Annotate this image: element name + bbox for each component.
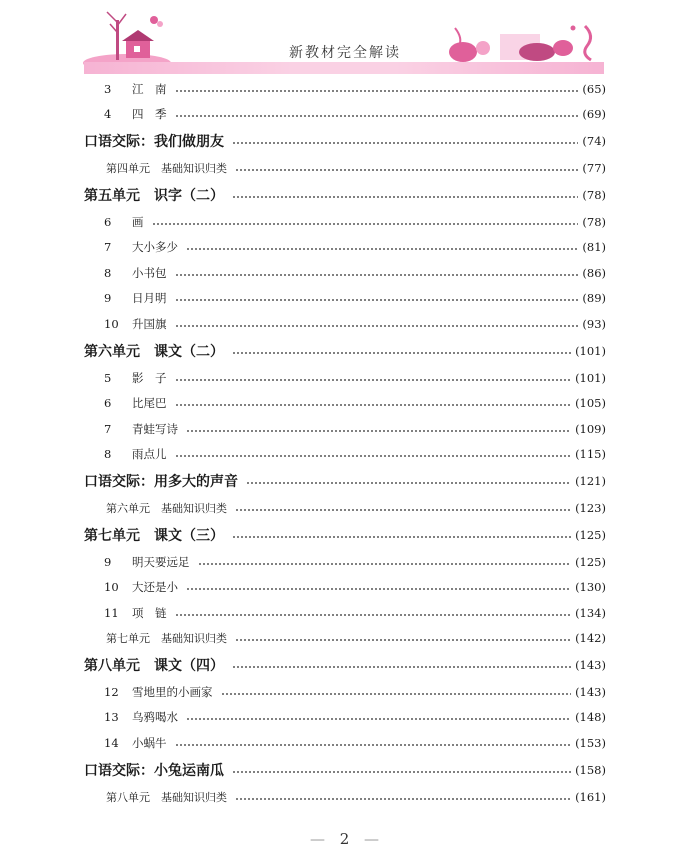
toc-sub-row[interactable] [84, 626, 606, 652]
toc-page-number: (143) [575, 658, 606, 673]
dot-leader [175, 299, 579, 301]
dot-leader [152, 223, 579, 225]
toc-page-number: (158) [575, 762, 606, 777]
dot-leader [175, 115, 579, 117]
toc-lesson-number: 6 [104, 214, 112, 229]
toc-unit-row[interactable] [84, 521, 606, 549]
dot-leader [175, 744, 572, 746]
toc-lesson-number: 14 [104, 736, 119, 751]
toc-page-number: (101) [575, 343, 606, 358]
dot-leader [232, 536, 571, 538]
toc-entry-title: 明天要远足 [132, 554, 190, 569]
toc-page-number: (123) [575, 500, 606, 515]
toc-page-number: (81) [582, 240, 606, 255]
toc-page-number: (93) [582, 316, 606, 331]
toc-entry-title: 大小多少 [132, 240, 178, 255]
dot-leader [235, 639, 571, 641]
toc-entry-title: 口语交际：用多大的声音 [84, 474, 238, 491]
toc-entry-title: 第六单元 课文（二） [84, 343, 224, 360]
toc-page-number: (74) [582, 134, 606, 149]
table-of-contents [84, 76, 606, 809]
dot-leader [175, 379, 572, 381]
toc-lesson-row[interactable] [84, 76, 606, 102]
toc-lesson-number: 7 [104, 240, 112, 255]
dot-leader [235, 798, 571, 800]
toc-lesson-row[interactable] [84, 730, 606, 756]
toc-lesson-row[interactable] [84, 209, 606, 235]
dot-leader [186, 248, 578, 250]
toc-lesson-row[interactable] [84, 442, 606, 468]
page-number: 2 [339, 830, 350, 848]
toc-page-number: (101) [575, 370, 606, 385]
toc-entry-title: 乌鸦喝水 [132, 710, 178, 725]
toc-entry-title: 第五单元 识字（二） [84, 187, 224, 204]
toc-page-number: (89) [582, 291, 606, 306]
dot-leader [235, 509, 571, 511]
toc-page-number: (65) [582, 81, 606, 96]
toc-entry-title: 雪地里的小画家 [132, 684, 213, 699]
toc-entry-title: 口语交际：小兔运南瓜 [84, 762, 224, 779]
dot-leader [232, 666, 571, 668]
toc-page-number: (86) [582, 265, 606, 280]
toc-entry-title: 小书包 [132, 265, 167, 280]
dot-leader [186, 588, 571, 590]
toc-page-number: (148) [575, 710, 606, 725]
toc-lesson-row[interactable] [84, 102, 606, 128]
toc-lesson-number: 10 [104, 580, 119, 595]
toc-entry-title: 第六单元 基础知识归类 [106, 501, 227, 515]
toc-page-number: (142) [575, 631, 606, 646]
toc-lesson-row[interactable] [84, 260, 606, 286]
toc-entry-title: 四 季 [132, 107, 167, 122]
toc-lesson-row[interactable] [84, 311, 606, 337]
toc-unit-row[interactable] [84, 756, 606, 784]
footer-dash-right: — [364, 830, 380, 848]
dot-leader [186, 718, 571, 720]
dot-leader [175, 614, 572, 616]
toc-lesson-number: 3 [104, 81, 112, 96]
toc-page-number: (109) [575, 421, 606, 436]
toc-page-number: (77) [582, 160, 606, 175]
toc-lesson-number: 4 [104, 107, 112, 122]
toc-entry-title: 第八单元 课文（四） [84, 658, 224, 675]
dot-leader [175, 455, 572, 457]
toc-lesson-number: 6 [104, 396, 112, 411]
toc-sub-row[interactable] [84, 155, 606, 181]
dot-leader [232, 771, 571, 773]
page-header [0, 0, 689, 80]
toc-entry-title: 影 子 [132, 370, 167, 385]
toc-page-number: (153) [575, 736, 606, 751]
header-title: 新教材完全解读 [289, 45, 401, 61]
toc-unit-row[interactable] [84, 127, 606, 155]
dot-leader [175, 274, 579, 276]
footer-dash-left: — [309, 830, 325, 848]
dot-leader [232, 142, 578, 144]
dot-leader [221, 693, 572, 695]
toc-entry-title: 小蜗牛 [132, 736, 167, 751]
toc-unit-row[interactable] [84, 467, 606, 495]
toc-lesson-number: 10 [104, 316, 119, 331]
toc-unit-row[interactable] [84, 651, 606, 679]
toc-page-number: (125) [575, 554, 606, 569]
toc-lesson-row[interactable] [84, 416, 606, 442]
toc-lesson-number: 9 [104, 291, 112, 306]
toc-entry-title: 口语交际：我们做朋友 [84, 134, 224, 151]
toc-lesson-number: 7 [104, 421, 112, 436]
toc-page-number: (121) [575, 474, 606, 489]
toc-entry-title: 比尾巴 [132, 396, 167, 411]
toc-entry-title: 第四单元 基础知识归类 [106, 161, 227, 175]
toc-lesson-number: 5 [104, 370, 112, 385]
toc-entry-title: 日月明 [132, 291, 167, 306]
toc-entry-title: 雨点儿 [132, 447, 167, 462]
toc-page-number: (143) [575, 684, 606, 699]
toc-page-number: (69) [582, 107, 606, 122]
toc-lesson-row[interactable] [84, 600, 606, 626]
toc-entry-title: 画 [132, 214, 144, 229]
toc-entry-title: 第七单元 课文（三） [84, 527, 224, 544]
dot-leader [175, 325, 579, 327]
toc-entry-title: 第七单元 基础知识归类 [106, 632, 227, 646]
dot-leader [235, 169, 578, 171]
flowers-decoration-icon [445, 18, 605, 68]
page-footer [0, 830, 689, 848]
toc-lesson-row[interactable] [84, 679, 606, 705]
toc-entry-title: 青蛙写诗 [132, 421, 178, 436]
toc-lesson-row[interactable] [84, 705, 606, 731]
toc-page-number: (125) [575, 527, 606, 542]
toc-page-number: (134) [575, 605, 606, 620]
house-tree-decoration-icon [82, 8, 172, 70]
dot-leader [232, 352, 571, 354]
toc-entry-title: 升国旗 [132, 316, 167, 331]
toc-lesson-row[interactable] [84, 574, 606, 600]
toc-page-number: (78) [582, 214, 606, 229]
toc-lesson-number: 11 [104, 605, 119, 620]
toc-page-number: (130) [575, 580, 606, 595]
toc-lesson-number: 12 [104, 684, 119, 699]
toc-entry-title: 江 南 [132, 81, 167, 96]
dot-leader [175, 90, 579, 92]
dot-leader [175, 404, 572, 406]
toc-page-number: (78) [582, 187, 606, 202]
toc-lesson-row[interactable] [84, 549, 606, 575]
dot-leader [186, 430, 571, 432]
toc-lesson-number: 9 [104, 554, 112, 569]
toc-page-number: (115) [575, 447, 606, 462]
toc-page-number: (161) [575, 789, 606, 804]
toc-unit-row[interactable] [84, 181, 606, 209]
toc-lesson-row[interactable] [84, 365, 606, 391]
toc-page-number: (105) [575, 396, 606, 411]
dot-leader [198, 563, 572, 565]
toc-lesson-row[interactable] [84, 286, 606, 312]
toc-sub-row[interactable] [84, 784, 606, 810]
toc-entry-title: 项 链 [132, 605, 167, 620]
toc-lesson-number: 8 [104, 265, 112, 280]
toc-lesson-row[interactable] [84, 390, 606, 416]
toc-sub-row[interactable] [84, 495, 606, 521]
toc-unit-row[interactable] [84, 337, 606, 365]
toc-lesson-number: 13 [104, 710, 119, 725]
toc-entry-title: 第八单元 基础知识归类 [106, 790, 227, 804]
toc-lesson-row[interactable] [84, 234, 606, 260]
toc-entry-title: 大还是小 [132, 580, 178, 595]
dot-leader [232, 196, 578, 198]
toc-lesson-number: 8 [104, 447, 112, 462]
dot-leader [246, 482, 571, 484]
